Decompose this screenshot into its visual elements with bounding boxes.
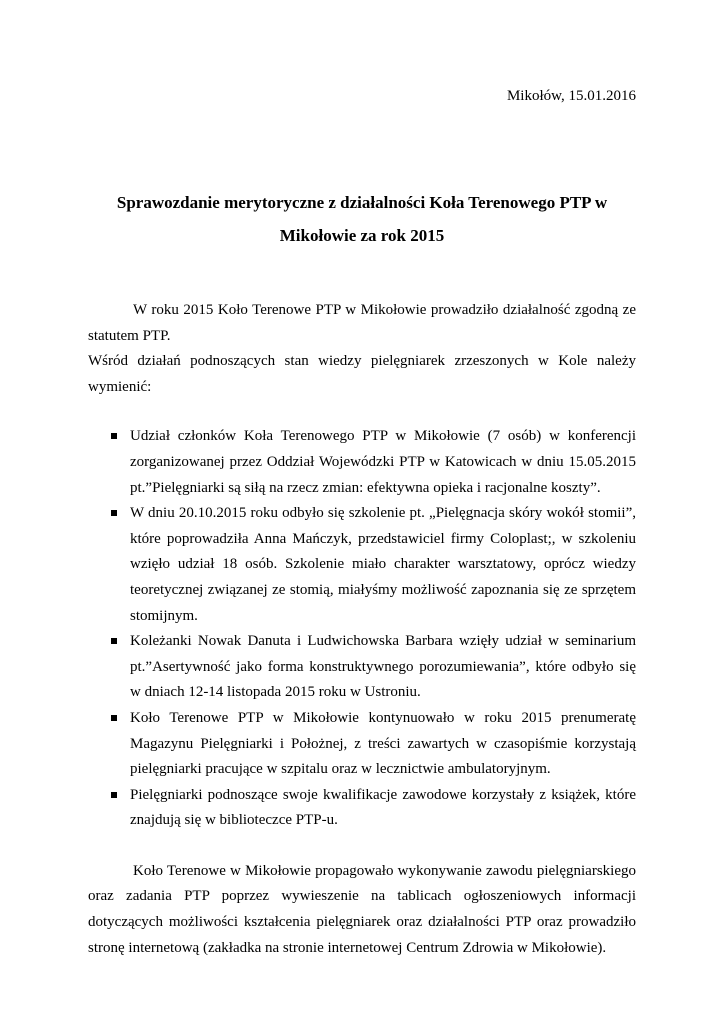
list-item	[88, 501, 636, 629]
date-line: Mikołów, 15.01.2016	[506, 88, 636, 104]
list-item	[88, 706, 636, 783]
intro-paragraph: W roku 2015 Koło Terenowe PTP w Mikołowie prowadziło działalność zgodną ze statutem PTP.	[88, 302, 636, 344]
intro-line: Wśród działań podnoszących stan wiedzy pielęgniarek zrzeszonych w Kole należy wymienić:	[88, 353, 636, 395]
bullet-square-icon	[111, 433, 117, 439]
bullet-square-icon	[111, 638, 117, 644]
document-title: Sprawozdanie merytoryczne z działalności Koła Terenowego PTP w Mikołowie za rok 2015	[116, 193, 608, 245]
document-body	[88, 298, 636, 961]
list-item-text: Koło Terenowe PTP w Mikołowie kontynuowało w roku 2015 prenumeratę Magazynu Pielęgniarki i Położnej, z treści zawartych w czasopiśmie korzystają pielęgniarki pracujące w szpitalu oraz w lecznictwie ambulatoryjnym.	[130, 709, 636, 778]
list-item-text: W dniu 20.10.2015 roku odbyło się szkolenie pt. „Pielęgnacja skóry wokół stomii”, które poprowadziła Anna Mańczyk, przedstawiciel firmy Coloplast;, w szkoleniu wzięło udział 18 osób. Szkolenie miało charakter warsztatowy, oprócz wiedzy teoretycznej związanej ze stomią, miałyśmy możliwość zapoznania się ze sprzętem stomijnym.	[130, 505, 636, 624]
list-item	[88, 629, 636, 706]
bullet-square-icon	[111, 792, 117, 798]
list-item	[88, 783, 636, 834]
bullet-square-icon	[111, 510, 117, 516]
list-item	[88, 424, 636, 501]
activity-list	[88, 424, 636, 834]
list-item-text: Udział członków Koła Terenowego PTP w Mikołowie (7 osób) w konferencji zorganizowanej przez Oddział Wojewódzki PTP w Katowicach w dniu 15.05.2015 pt.”Pielęgniarki są siłą na rzecz zmian: efektywna opieka i racjonalne koszty”.	[130, 428, 636, 496]
bullet-square-icon	[111, 715, 117, 721]
list-item-text: Koleżanki Nowak Danuta i Ludwichowska Barbara wzięły udział w seminarium pt.”Asertywność jako forma konstruktywnego porozumiewania”, które odbyło się w dniach 12-14 listopada 2015 roku w Ustroniu.	[130, 633, 636, 701]
list-item-text: Pielęgniarki podnoszące swoje kwalifikacje zawodowe korzystały z książek, które znajdują się w biblioteczce PTP-u.	[130, 786, 636, 829]
closing-paragraph: Koło Terenowe w Mikołowie propagowało wykonywanie zawodu pielęgniarskiego oraz zadania PTP poprzez wywieszenie na tablicach ogłoszeniowych informacji dotyczących możliwości kształcenia pielęgniarek oraz działalności PTP oraz prowadziło stronę internetową (zakładka na stronie internetowej Centrum Zdrowia w Mikołowie).	[88, 862, 636, 956]
